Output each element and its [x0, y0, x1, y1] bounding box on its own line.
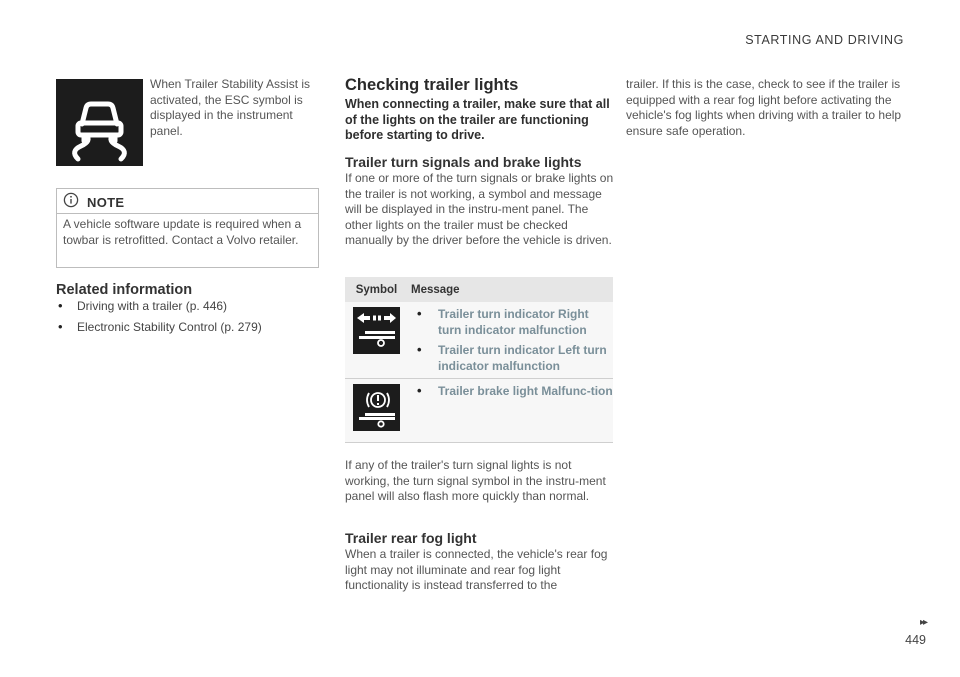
trailer-turn-signal-icon: [353, 307, 400, 354]
related-information-title: Related information: [56, 282, 193, 298]
related-link-esc[interactable]: • Electronic Stability Control (p. 279): [56, 320, 326, 335]
symbol-message-table: [345, 277, 613, 443]
after-table-paragraph: If any of the trailer's turn signal lights is not working, the turn signal symbol in the instru-ment panel will also flash more quickly than normal.: [345, 458, 606, 503]
message-turn-left: • Trailer turn indicator Left turn indicator malfunction: [408, 343, 613, 374]
message-turn-right: • Trailer turn indicator Right turn indicator malfunction: [408, 307, 613, 338]
related-links-list: [56, 299, 326, 341]
info-circle-icon: [63, 192, 79, 213]
table-row: [345, 302, 613, 379]
note-body: A vehicle software update is required when a towbar is retrofitted. Contact a Volvo retailer.: [63, 217, 302, 247]
column-header-message: Message: [411, 283, 460, 296]
fog-light-body: When a trailer is connected, the vehicle's rear fog light may not illuminate and rear fog light functionality is instead transferred to the: [345, 547, 608, 592]
page-title: Checking trailer lights: [345, 76, 519, 94]
esc-description: When Trailer Stability Assist is activated, the ESC symbol is displayed in the instrument panel.: [150, 77, 311, 138]
section-header: STARTING AND DRIVING: [745, 33, 904, 47]
message-brake-light: • Trailer brake light Malfunc-tion: [408, 384, 613, 400]
skidding-car-icon: [56, 79, 143, 166]
table-row: [345, 379, 613, 443]
note-title: NOTE: [87, 194, 125, 210]
note-header: [63, 192, 124, 212]
turn-brake-body: If one or more of the turn signals or brake lights on the trailer is not working, a symbol and message will be displayed in the instru-ment panel. The other lights on the trailer must be checked manually by the driver before the vehicle is driven.: [345, 171, 614, 247]
fog-light-continued: trailer. If this is the case, check to see if the trailer is equipped with a rear fog light before activating the vehicle's fog lights when driving with a trailer to help ensure safe operation.: [626, 77, 902, 138]
lead-paragraph: When connecting a trailer, make sure that all of the lights on the trailer are functioning before starting to drive.: [345, 97, 610, 142]
fog-light-heading: Trailer rear fog light: [345, 530, 477, 546]
trailer-brake-light-icon: [353, 384, 400, 431]
continue-arrows-icon: ▸▸: [919, 617, 926, 628]
note-box: [56, 188, 319, 268]
turn-brake-heading: Trailer turn signals and brake lights: [345, 154, 582, 170]
page-number: 449: [905, 633, 926, 647]
related-link-driving-with-trailer[interactable]: • Driving with a trailer (p. 446): [56, 299, 326, 314]
note-divider: [57, 213, 318, 214]
table-header: [345, 277, 613, 302]
column-header-symbol: Symbol: [355, 283, 398, 296]
